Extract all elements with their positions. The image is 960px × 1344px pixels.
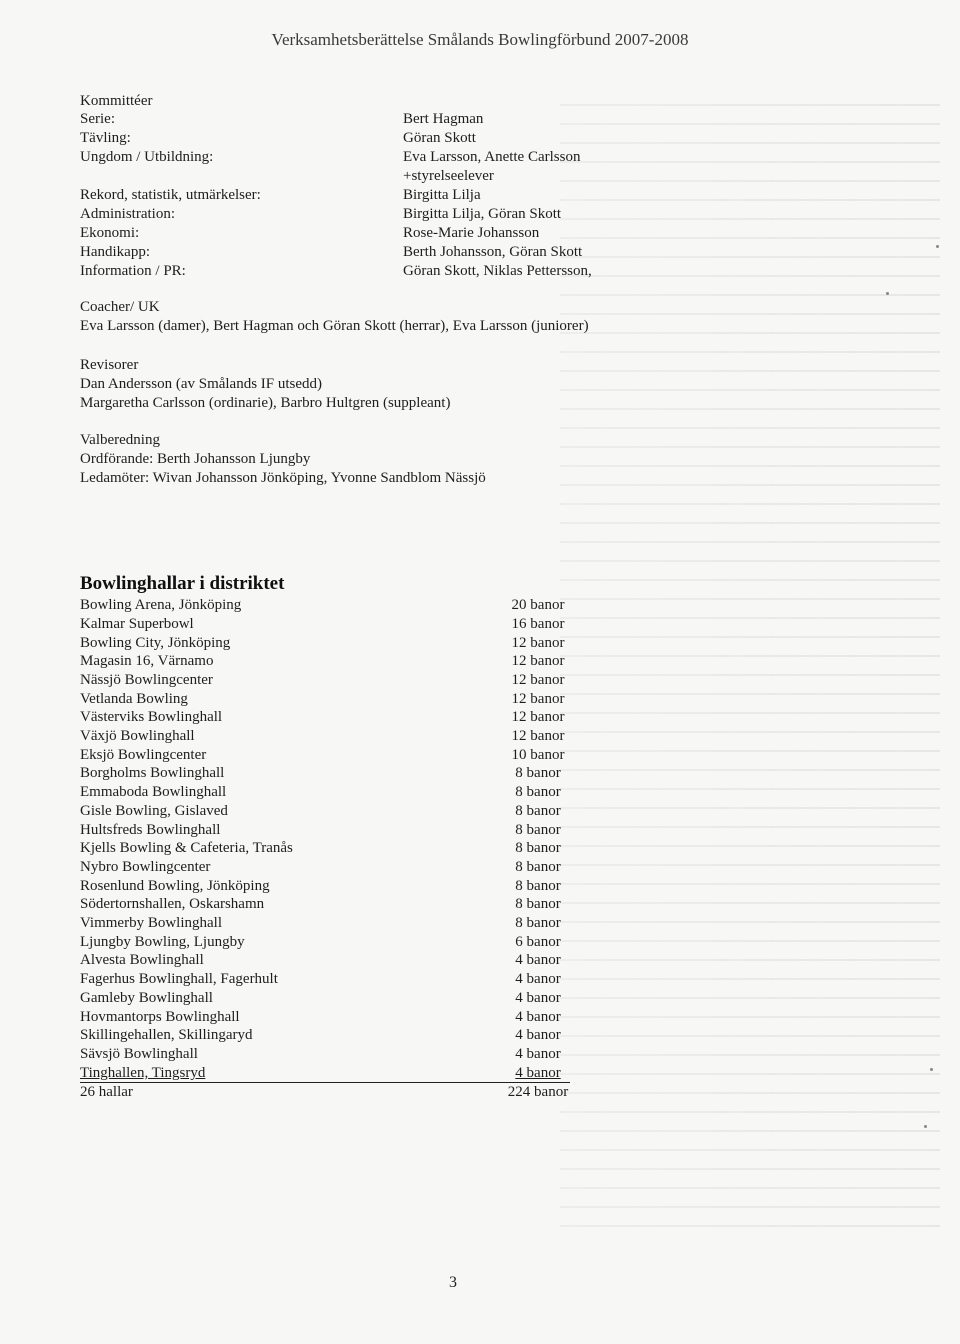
- total-rule: [80, 1082, 570, 1083]
- scan-speck: [924, 1125, 927, 1128]
- hall-name: Alvesta Bowlinghall: [80, 952, 204, 968]
- valberedning-line: Ledamöter: Wivan Johansson Jönköping, Yvonne Sandblom Nässjö: [80, 470, 486, 486]
- committee-label: Handikapp:: [80, 244, 150, 260]
- hall-lanes: 8 banor: [515, 878, 561, 894]
- hall-name: Ljungby Bowling, Ljungby: [80, 934, 245, 950]
- hall-lanes: 12 banor: [511, 635, 565, 651]
- committee-label: Ungdom / Utbildning:: [80, 149, 214, 165]
- hall-lanes: 12 banor: [511, 653, 565, 669]
- hall-lanes: 8 banor: [515, 803, 561, 819]
- halls-total-lanes: 224 banor: [507, 1084, 569, 1100]
- hall-name: Skillingehallen, Skillingaryd: [80, 1027, 253, 1043]
- hall-name: Bowling Arena, Jönköping: [80, 597, 242, 613]
- valberedning-line: Ordförande: Berth Johansson Ljungby: [80, 451, 311, 467]
- hall-lanes: 16 banor: [511, 616, 565, 632]
- hall-lanes: 8 banor: [515, 915, 561, 931]
- hall-name: Hovmantorps Bowlinghall: [80, 1009, 240, 1025]
- hall-name: Magasin 16, Värnamo: [80, 653, 214, 669]
- hall-name: Södertornshallen, Oskarshamn: [80, 896, 265, 912]
- hall-name: Gamleby Bowlinghall: [80, 990, 213, 1006]
- hall-lanes: 10 banor: [511, 747, 565, 763]
- coacher-text: Eva Larsson (damer), Bert Hagman och Göran Skott (herrar), Eva Larsson (juniorer): [80, 318, 589, 334]
- hall-name: Fagerhus Bowlinghall, Fagerhult: [80, 971, 278, 987]
- hall-name: Nybro Bowlingcenter: [80, 859, 211, 875]
- page-number: 3: [449, 1274, 457, 1291]
- hall-lanes: 4 banor: [515, 1046, 561, 1062]
- hall-lanes: 4 banor: [515, 990, 561, 1006]
- committee-value: Birgitta Lilja: [403, 187, 481, 203]
- hall-name: Sävsjö Bowlinghall: [80, 1046, 198, 1062]
- committee-value: Bert Hagman: [403, 111, 484, 127]
- hall-lanes: 12 banor: [511, 728, 565, 744]
- hall-name: Nässjö Bowlingcenter: [80, 672, 213, 688]
- scan-speck: [886, 292, 889, 295]
- hall-name: Vimmerby Bowlinghall: [80, 915, 223, 931]
- halls-total-label: 26 hallar: [80, 1084, 133, 1100]
- hall-name: Kjells Bowling & Cafeteria, Tranås: [80, 840, 293, 856]
- committee-label: Tävling:: [80, 130, 131, 146]
- hall-name: Vetlanda Bowling: [80, 691, 188, 707]
- hall-name: Västerviks Bowlinghall: [80, 709, 223, 725]
- halls-title: Bowlinghallar i distriktet: [80, 573, 285, 594]
- hall-lanes: 20 banor: [511, 597, 565, 613]
- committee-value: +styrelseelever: [403, 168, 494, 184]
- committee-value: Berth Johansson, Göran Skott: [403, 244, 583, 260]
- hall-name: Rosenlund Bowling, Jönköping: [80, 878, 270, 894]
- hall-lanes: 8 banor: [515, 784, 561, 800]
- scan-speck: [930, 1068, 933, 1071]
- hall-lanes: 8 banor: [515, 765, 561, 781]
- revisorer-line: Margaretha Carlsson (ordinarie), Barbro Hultgren (suppleant): [80, 395, 451, 411]
- hall-lanes: 4 banor: [515, 971, 561, 987]
- committee-value: Göran Skott, Niklas Pettersson,: [403, 263, 592, 279]
- bleed-through-text: [560, 90, 940, 1240]
- hall-lanes: 12 banor: [511, 672, 565, 688]
- hall-name: Hultsfreds Bowlinghall: [80, 822, 221, 838]
- page-header: Verksamhetsberättelse Smålands Bowlingförbund 2007-2008: [271, 30, 689, 49]
- revisorer-heading: Revisorer: [80, 357, 139, 373]
- committee-label: Information / PR:: [80, 263, 186, 279]
- hall-lanes: 8 banor: [515, 840, 561, 856]
- hall-lanes: 8 banor: [515, 822, 561, 838]
- coacher-heading: Coacher/ UK: [80, 299, 160, 315]
- committees-heading: Kommittéer: [80, 93, 153, 109]
- hall-name: Borgholms Bowlinghall: [80, 765, 225, 781]
- hall-lanes: 12 banor: [511, 691, 565, 707]
- hall-name: Gisle Bowling, Gislaved: [80, 803, 228, 819]
- committee-label: Administration:: [80, 206, 175, 222]
- committee-label: Serie:: [80, 111, 115, 127]
- committee-label: Rekord, statistik, utmärkelser:: [80, 187, 261, 203]
- hall-name: Emmaboda Bowlinghall: [80, 784, 227, 800]
- hall-lanes: 12 banor: [511, 709, 565, 725]
- hall-lanes: 4 banor: [515, 952, 561, 968]
- revisorer-line: Dan Andersson (av Smålands IF utsedd): [80, 376, 323, 392]
- committee-value: Eva Larsson, Anette Carlsson: [403, 149, 581, 165]
- hall-lanes: 4 banor: [515, 1027, 561, 1043]
- committee-value: Birgitta Lilja, Göran Skott: [403, 206, 562, 222]
- hall-lanes: 6 banor: [515, 934, 561, 950]
- valberedning-heading: Valberedning: [80, 432, 160, 448]
- hall-lanes: 8 banor: [515, 896, 561, 912]
- hall-lanes: 4 banor: [515, 1009, 561, 1025]
- hall-lanes: 4 banor: [515, 1065, 561, 1081]
- hall-name: Växjö Bowlinghall: [80, 728, 195, 744]
- hall-name: Bowling City, Jönköping: [80, 635, 231, 651]
- hall-name: Kalmar Superbowl: [80, 616, 194, 632]
- hall-lanes: 8 banor: [515, 859, 561, 875]
- committee-label: Ekonomi:: [80, 225, 140, 241]
- scan-speck: [936, 245, 939, 248]
- committee-value: Göran Skott: [403, 130, 476, 146]
- hall-name: Tinghallen, Tingsryd: [80, 1065, 206, 1081]
- hall-name: Eksjö Bowlingcenter: [80, 747, 207, 763]
- committee-value: Rose-Marie Johansson: [403, 225, 540, 241]
